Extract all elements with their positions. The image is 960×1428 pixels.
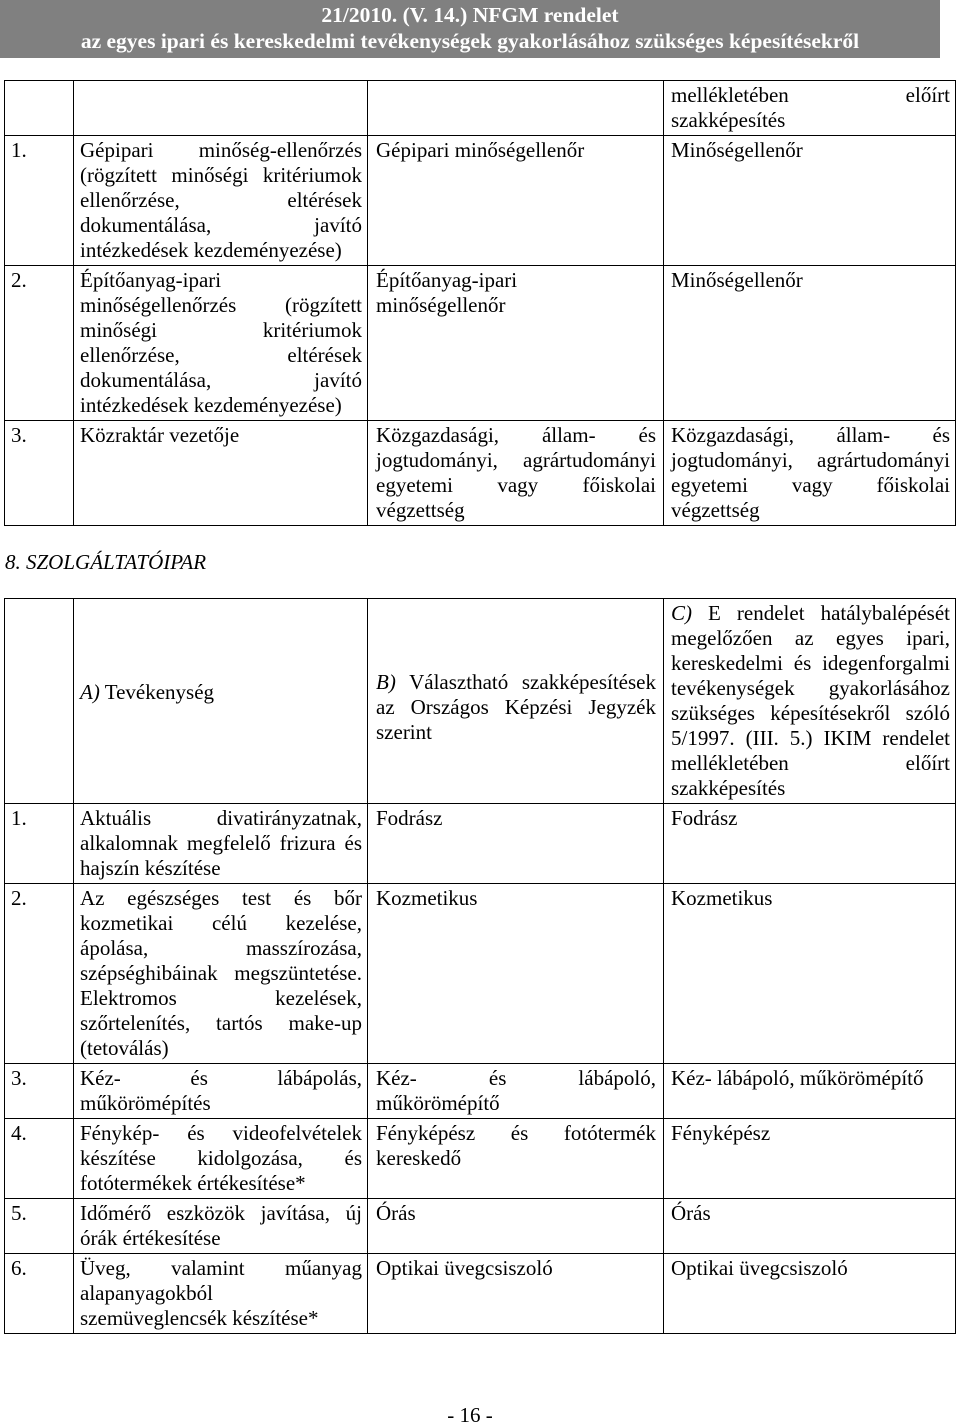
cell-line: egyetemi vagy főiskolai: [376, 473, 656, 497]
row-number-cell: [5, 136, 74, 266]
cell-line: dokumentálása, javító: [80, 368, 362, 392]
qualification-b-cell: [368, 1119, 664, 1199]
cell-line: kozmetikai célú kezelése,: [80, 911, 362, 935]
activity-cell: [74, 1254, 368, 1334]
table-row: [5, 1199, 956, 1254]
cell-line: hajszín készítése: [80, 856, 221, 880]
cell-line: Elektromos kezelések,: [80, 986, 362, 1010]
cell-line: Fényképész és fotótermék: [376, 1121, 656, 1145]
cell-line: ápolása, masszírozása,: [80, 936, 362, 960]
cell-line: Közraktár vezetője: [80, 423, 240, 447]
qualification-c-cell: [664, 136, 956, 266]
cell-line: műkörömépítő: [376, 1091, 500, 1115]
qualification-b-cell: [368, 266, 664, 421]
qualification-b-cell: [368, 136, 664, 266]
cell-line: Fodrász: [671, 806, 738, 830]
running-header: [0, 0, 940, 58]
cell-line: intézkedések kezdeményezése): [80, 393, 342, 417]
cell-line: szépséghibáinak megszüntetése.: [80, 961, 362, 985]
cell-line: Kéz- és lábápolás,: [80, 1066, 362, 1090]
row-number-cell: [5, 421, 74, 526]
cell-line: [376, 670, 656, 695]
cell-line: (rögzített minőségi kritériumok: [80, 163, 362, 187]
cell-line: Minőségellenőr: [671, 138, 803, 162]
column-letter: C): [671, 601, 692, 625]
header-subtitle: az egyes ipari és kereskedelmi tevékenységek gyakorlásához szükséges képesítésekről: [80, 29, 860, 53]
table-row: [5, 266, 956, 421]
cell-line: [671, 601, 950, 626]
cell-line: szükséges képesítésekről szóló: [671, 701, 950, 725]
cell-line: jogtudományi, agrártudományi: [376, 448, 656, 472]
cell-line: alapanyagokból: [80, 1281, 213, 1305]
cell-line: Fénykép- és videofelvételek: [80, 1121, 362, 1145]
cell-line: Aktuális divatirányzatnak,: [80, 806, 362, 830]
cell-line: Fodrász: [376, 806, 443, 830]
cell-line: (tetoválás): [80, 1036, 169, 1060]
activity-cell: [74, 1064, 368, 1119]
row-number-cell: [5, 1064, 74, 1119]
table-body: [5, 599, 956, 1334]
row-number: 5.: [11, 1201, 27, 1225]
cell-line: végzettség: [376, 498, 465, 522]
table-row: [5, 81, 956, 136]
cell-line: ellenőrzése, eltérések: [80, 343, 362, 367]
cell-line: megelőzően az egyes ipari,: [671, 626, 950, 650]
cell-line: Kozmetikus: [671, 886, 773, 910]
row-number: 1.: [11, 806, 27, 830]
table-row: [5, 136, 956, 266]
row-number-cell: [5, 1199, 74, 1254]
column-letter: A): [80, 680, 100, 704]
column-title-text: E rendelet hatálybalépését: [708, 601, 951, 625]
qualification-c-cell: [664, 1119, 956, 1199]
table-row: [5, 1119, 956, 1199]
row-number-cell: [5, 81, 74, 136]
cell-line: az Országos Képzési Jegyzék: [376, 695, 656, 719]
cell-line: [80, 680, 362, 705]
cell-line: Minőségellenőr: [671, 268, 803, 292]
activity-cell: [74, 266, 368, 421]
cell-line: szakképesítés: [671, 776, 786, 800]
row-number: 3.: [11, 1066, 27, 1090]
cell-line: órák értékesítése: [80, 1226, 221, 1250]
cell-line: végzettség: [671, 498, 760, 522]
row-number: 2.: [11, 886, 27, 910]
cell-line: Kéz- és lábápoló,: [376, 1066, 656, 1090]
header-number-cell: [5, 599, 74, 804]
cell-line: Kéz- lábápoló, műkörömépítő: [671, 1066, 924, 1090]
activity-cell: [74, 1119, 368, 1199]
row-number-cell: [5, 1254, 74, 1334]
qualification-c-cell: [664, 1064, 956, 1119]
cell-line: Optikai üvegcsiszoló: [376, 1256, 553, 1280]
qualification-c-cell: [664, 81, 956, 136]
cell-line: kereskedelmi és idegenforgalmi: [671, 651, 950, 675]
cell-line: minőségellenőr: [376, 293, 506, 317]
cell-line: Optikai üvegcsiszoló: [671, 1256, 848, 1280]
cell-line: fotótermékek értékesítése*: [80, 1171, 306, 1195]
cell-line: Közgazdasági, állam- és: [376, 423, 656, 447]
row-number: 2.: [11, 268, 27, 292]
cell-line: Gépipari minőségellenőr: [376, 138, 585, 162]
qualification-c-cell: [664, 1199, 956, 1254]
activity-cell: [74, 804, 368, 884]
cell-line: Kozmetikus: [376, 886, 478, 910]
qualification-b-cell: [368, 1064, 664, 1119]
row-number-cell: [5, 804, 74, 884]
table-row: [5, 1064, 956, 1119]
table-header-row: [5, 599, 956, 804]
qualification-b-cell: [368, 81, 664, 136]
page-number: - 16 -: [447, 1403, 493, 1427]
qualification-b-cell: [368, 421, 664, 526]
table-row: [5, 1254, 956, 1334]
table-body: [5, 81, 956, 526]
cell-line: mellékletében előírt: [671, 751, 950, 775]
cell-line: intézkedések kezdeményezése): [80, 238, 342, 262]
column-letter: B): [376, 670, 396, 694]
activity-cell: [74, 136, 368, 266]
column-b-header: [368, 599, 664, 804]
service-industry-table: [4, 598, 956, 1334]
qualification-c-cell: [664, 804, 956, 884]
cell-line: jogtudományi, agrártudományi: [671, 448, 950, 472]
column-title-text: Választható szakképesítések: [409, 670, 656, 694]
cell-line: műkörömépítés: [80, 1091, 211, 1115]
activity-cell: [74, 81, 368, 136]
table-row: [5, 884, 956, 1064]
cell-line: tevékenységek gyakorlásához: [671, 676, 950, 700]
cell-line: Időmérő eszközök javítása, új: [80, 1201, 362, 1225]
activity-cell: [74, 1199, 368, 1254]
column-c-header: [664, 599, 956, 804]
cell-line: Órás: [376, 1201, 416, 1225]
cell-line: szőrtelenítés, tartós make-up: [80, 1011, 362, 1035]
qualification-c-cell: [664, 421, 956, 526]
qualification-c-cell: [664, 266, 956, 421]
qualification-b-cell: [368, 1199, 664, 1254]
cell-line: Építőanyag-ipari: [376, 268, 518, 292]
cell-line: minőségi kritériumok: [80, 318, 362, 342]
qualification-b-cell: [368, 804, 664, 884]
cell-line: szakképesítés: [671, 108, 786, 132]
row-number: 3.: [11, 423, 27, 447]
column-a-header: [74, 599, 368, 804]
cell-line: készítése kidolgozása, és: [80, 1146, 362, 1170]
cell-line: Gépipari minőség-ellenőrzés: [80, 138, 362, 162]
activity-cell: [74, 884, 368, 1064]
cell-line: alkalomnak megfelelő frizura és: [80, 831, 362, 855]
header-title: 21/2010. (V. 14.) NFGM rendelet: [321, 3, 619, 27]
row-number-cell: [5, 1119, 74, 1199]
table-row: [5, 804, 956, 884]
cell-line: mellékletében előírt: [671, 83, 950, 107]
cell-line: Fényképész: [671, 1121, 771, 1145]
row-number: 6.: [11, 1256, 27, 1280]
cell-line: Üveg, valamint műanyag: [80, 1256, 362, 1280]
table-row: [5, 421, 956, 526]
row-number: 1.: [11, 138, 27, 162]
row-number-cell: [5, 266, 74, 421]
row-number-cell: [5, 884, 74, 1064]
cell-line: szerint: [376, 720, 432, 744]
cell-line: szemüveglencsék készítése*: [80, 1306, 319, 1330]
qualification-b-cell: [368, 884, 664, 1064]
cell-line: Órás: [671, 1201, 711, 1225]
cell-line: egyetemi vagy főiskolai: [671, 473, 950, 497]
column-title-text: Tevékenység: [104, 680, 215, 704]
cell-line: ellenőrzése, eltérések: [80, 188, 362, 212]
cell-line: Az egészséges test és bőr: [80, 886, 362, 910]
qualification-c-cell: [664, 884, 956, 1064]
activity-cell: [74, 421, 368, 526]
qualification-b-cell: [368, 1254, 664, 1334]
cell-line: Közgazdasági, állam- és: [671, 423, 950, 447]
qualification-c-cell: [664, 1254, 956, 1334]
cell-line: 5/1997. (III. 5.) IKIM rendelet: [671, 726, 950, 750]
qualification-table-continued: [4, 80, 956, 526]
cell-line: Építőanyag-ipari: [80, 268, 222, 292]
cell-line: dokumentálása, javító: [80, 213, 362, 237]
cell-line: minőségellenőrzés (rögzített: [80, 293, 362, 317]
cell-line: kereskedő: [376, 1146, 462, 1170]
row-number: 4.: [11, 1121, 27, 1145]
section-heading: 8. SZOLGÁLTATÓIPAR: [5, 550, 207, 574]
